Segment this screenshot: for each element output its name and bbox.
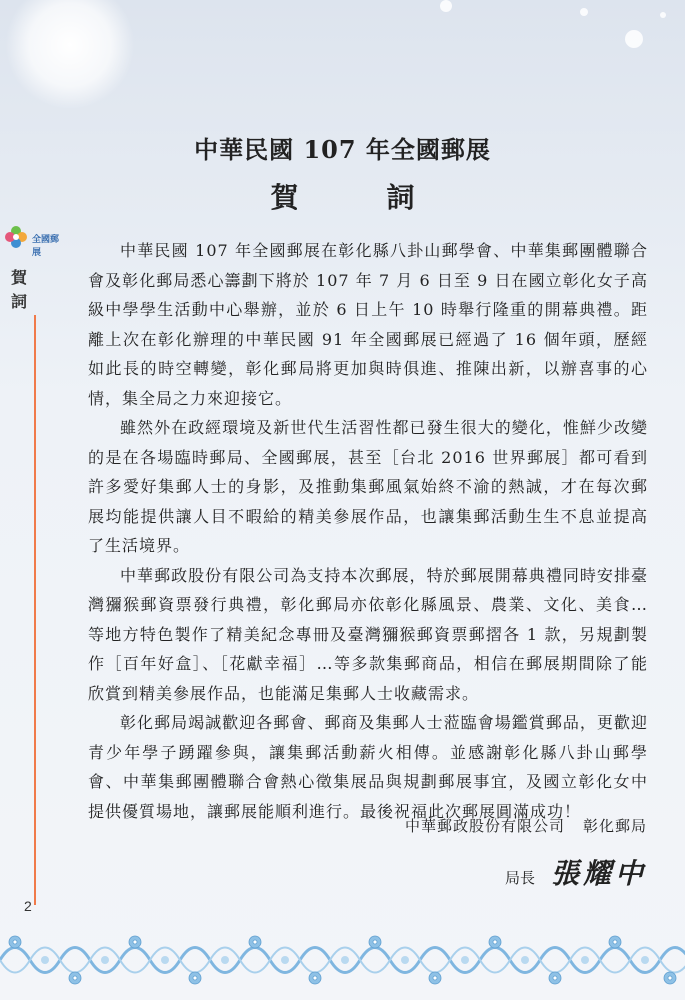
sidebar-accent-line (34, 315, 36, 905)
logo-text: 全國郵展 (32, 235, 60, 258)
decor-dot (660, 12, 666, 18)
letter-body (88, 236, 648, 826)
page-subtitle: 賀 詞 (270, 181, 445, 214)
decor-dot (580, 8, 588, 16)
paragraph: 中華郵政股份有限公司為支持本次郵展，特於郵展開幕典禮同時安排臺灣獼猴郵資票發行典禮，彰化郵局亦依彰化縣風景、農業、文化、美食…等地方特色製作了精美紀念專冊及臺灣獼猴郵資票郵摺各 1 款，另規劃製作［百年好盒］、［花獻幸福］…等多款集郵商品，相信在郵展期間除了能欣賞到精美參展作品，也能滿足集郵人士收藏需求。 (88, 565, 648, 703)
branch-name: 彰化郵局 (582, 817, 647, 835)
paragraph: 彰化郵局竭誠歡迎各郵會、郵商及集郵人士蒞臨會場鑑賞郵品，更歡迎青少年學子踴躍參與，讓集郵活動薪火相傳。並感謝彰化縣八卦山郵學會、中華集郵團體聯合會熱心徵集展品與規劃郵展事宜，及國立彰化女中提供優質場地，讓郵展能順利進行。最後祝福此次郵展圓滿成功！ (88, 713, 648, 821)
section-label: 賀詞 (10, 268, 27, 311)
background-glow (5, 0, 135, 110)
floral-border (0, 920, 685, 1000)
signature-organization (405, 815, 647, 836)
paragraph: 雖然外在政經環境及新世代生活習性都已發生很大的變化，惟鮮少改變的是在各場臨時郵局、全國郵展，甚至［台北 2016 世界郵展］都可看到許多愛好集郵人士的身影，及推動集郵風氣始終不渝的熱誠，才在每次郵展均能提供讓人目不暇給的精美參展作品，也讓集郵活動生生不息並提高了生活境界。 (88, 418, 648, 555)
signatory-name: 張耀中 (550, 857, 647, 890)
organization-name: 中華郵政股份有限公司 (404, 817, 565, 835)
signature-name-row (505, 852, 647, 892)
exhibition-logo (2, 222, 60, 258)
page-title: 中華民國 107 年全國郵展 (194, 135, 491, 164)
decor-dot (440, 0, 452, 12)
paragraph: 中華民國 107 年全國郵展在彰化縣八卦山郵學會、中華集郵團體聯合會及彰化郵局悉心籌劃下將於 107 年 7 月 6 日至 9 日在國立彰化女子高級中學學生活動中心舉辦，並於 6 日上午 10 時舉行隆重的開幕典禮。距離上次在彰化辦理的中華民國 91 年全國郵展已經過了 16 個年頭，歷經如此長的時空轉變，彰化郵局將更加與時俱進、推陳出新，以辦喜事的心情，集全局之力來迎接它。 (88, 241, 648, 408)
signatory-role: 局長 (504, 869, 535, 887)
page-number: 2 (24, 898, 32, 914)
decor-dot (625, 30, 643, 48)
